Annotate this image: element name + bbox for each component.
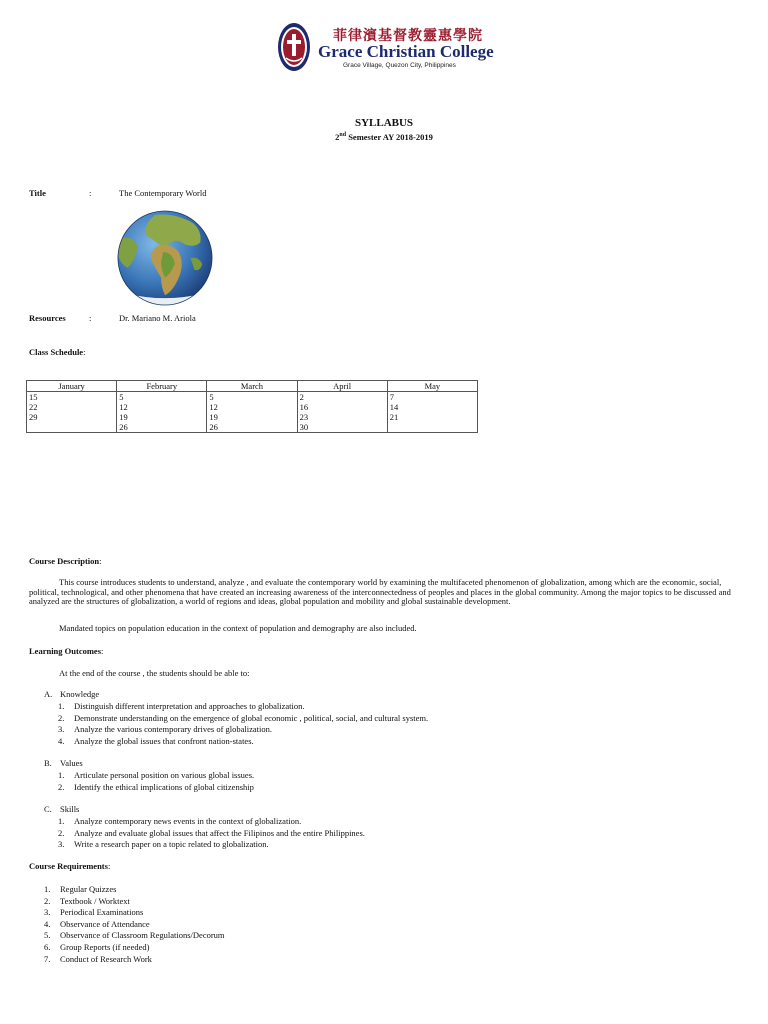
class-schedule-table	[26, 380, 478, 433]
college-english-name: Grace Christian College	[318, 42, 494, 61]
table-row	[27, 412, 478, 422]
title-colon: :	[89, 188, 92, 198]
date-cell: 7	[387, 392, 477, 403]
list-item: 1. Distinguish different interpretation and approaches to globalization.	[58, 701, 305, 711]
list-item: 2. Identify the ethical implications of global citizenship	[58, 781, 254, 792]
college-chinese-name: 菲律濱基督教靈惠學院	[333, 28, 483, 44]
resources-label: Resources	[29, 313, 66, 323]
class-schedule-label: Class Schedule:	[29, 347, 86, 357]
college-logo	[277, 22, 507, 76]
list-item: 2. Demonstrate understanding on the emergence of global economic , political, social, and cultural system.	[58, 712, 429, 723]
resources-colon: :	[89, 313, 92, 323]
list-item: 5. Observance of Classroom Regulations/Decorum	[44, 930, 225, 941]
month-header: February	[117, 381, 207, 392]
month-header: May	[387, 381, 477, 392]
outcome-group-knowledge: A. Knowledge	[44, 689, 100, 699]
date-cell: 23	[297, 412, 387, 422]
list-item: 3. Periodical Examinations	[44, 907, 144, 918]
course-requirements-list	[44, 884, 225, 965]
outcome-group-name: Knowledge	[60, 689, 100, 699]
list-item: 1. Articulate personal position on various global issues.	[58, 770, 255, 780]
date-cell: 2	[297, 392, 387, 403]
month-header: January	[27, 381, 117, 392]
month-header: April	[297, 381, 387, 392]
title-label: Title	[29, 188, 46, 198]
list-item: 3. Analyze the various contemporary drives of globalization.	[58, 724, 273, 735]
outcome-group-values: B. Values	[44, 758, 83, 768]
list-item: 4. Observance of Attendance	[44, 918, 150, 929]
outcome-group-name: Skills	[60, 804, 80, 814]
outcome-group-skills: C. Skills	[44, 804, 80, 814]
values-items	[58, 770, 254, 793]
course-description-paragraph-2: Mandated topics on population education in the context of population and demography are also included.	[59, 623, 417, 633]
month-header: March	[207, 381, 297, 392]
document-title: SYLLABUS	[354, 117, 414, 129]
course-description-paragraph: This course introduces students to understand, analyze , and evaluate the contemporary world by examining the multifaceted phenomenon of globalization, among which are the economic, social, political, technological, and other phenomena that have created an increasing awareness of the interconnectedness of peoples and places in the global community. Among the major topics to be discussed and analyzed are the structures of globalization, a world of regions and ideas, global population and mobility and global sustainable development.	[29, 577, 731, 606]
date-cell: 19	[207, 412, 297, 422]
date-cell	[27, 422, 117, 433]
list-item: 3. Write a research paper on a topic related to globalization.	[58, 839, 269, 850]
date-cell: 12	[207, 402, 297, 412]
outcome-group-name: Values	[60, 758, 83, 768]
date-cell: 15	[27, 392, 117, 403]
schedule-header-row	[27, 381, 478, 392]
date-cell: 16	[297, 402, 387, 412]
resources-value: Dr. Mariano M. Ariola	[119, 313, 196, 323]
list-item: 1. Analyze contemporary news events in the context of globalization.	[58, 816, 302, 826]
table-row	[27, 422, 478, 433]
list-item: 4. Analyze the global issues that confront nation-states.	[58, 735, 254, 746]
date-cell: 29	[27, 412, 117, 422]
date-cell	[387, 422, 477, 433]
semester-line: 2nd Semester AY 2018-2019	[335, 132, 433, 142]
date-cell: 19	[117, 412, 207, 422]
college-seal-icon	[277, 22, 311, 72]
course-title: The Contemporary World	[119, 188, 207, 198]
learning-outcomes-intro: At the end of the course , the students should be able to:	[59, 668, 250, 678]
list-item: 6. Group Reports (if needed)	[44, 941, 150, 952]
list-item: 2. Textbook / Worktext	[44, 895, 130, 906]
course-description-label: Course Description:	[29, 556, 102, 566]
date-cell: 26	[117, 422, 207, 433]
learning-outcomes-label: Learning Outcomes:	[29, 646, 104, 656]
list-item: 1. Regular Quizzes	[44, 884, 117, 894]
table-row	[27, 402, 478, 412]
skills-items	[58, 816, 365, 851]
date-cell: 21	[387, 412, 477, 422]
table-row	[27, 392, 478, 403]
globe-image	[116, 209, 214, 307]
college-address: Grace Village, Quezon City, Philippines	[343, 62, 456, 69]
list-item: 2. Analyze and evaluate global issues that affect the Filipinos and the entire Philippines.	[58, 827, 365, 838]
date-cell: 12	[117, 402, 207, 412]
list-item: 7. Conduct of Research Work	[44, 953, 152, 964]
knowledge-items	[58, 701, 428, 747]
date-cell: 22	[27, 402, 117, 412]
date-cell: 5	[207, 392, 297, 403]
course-requirements-label: Course Requirements:	[29, 861, 111, 871]
date-cell: 5	[117, 392, 207, 403]
date-cell: 26	[207, 422, 297, 433]
date-cell: 30	[297, 422, 387, 433]
date-cell: 14	[387, 402, 477, 412]
